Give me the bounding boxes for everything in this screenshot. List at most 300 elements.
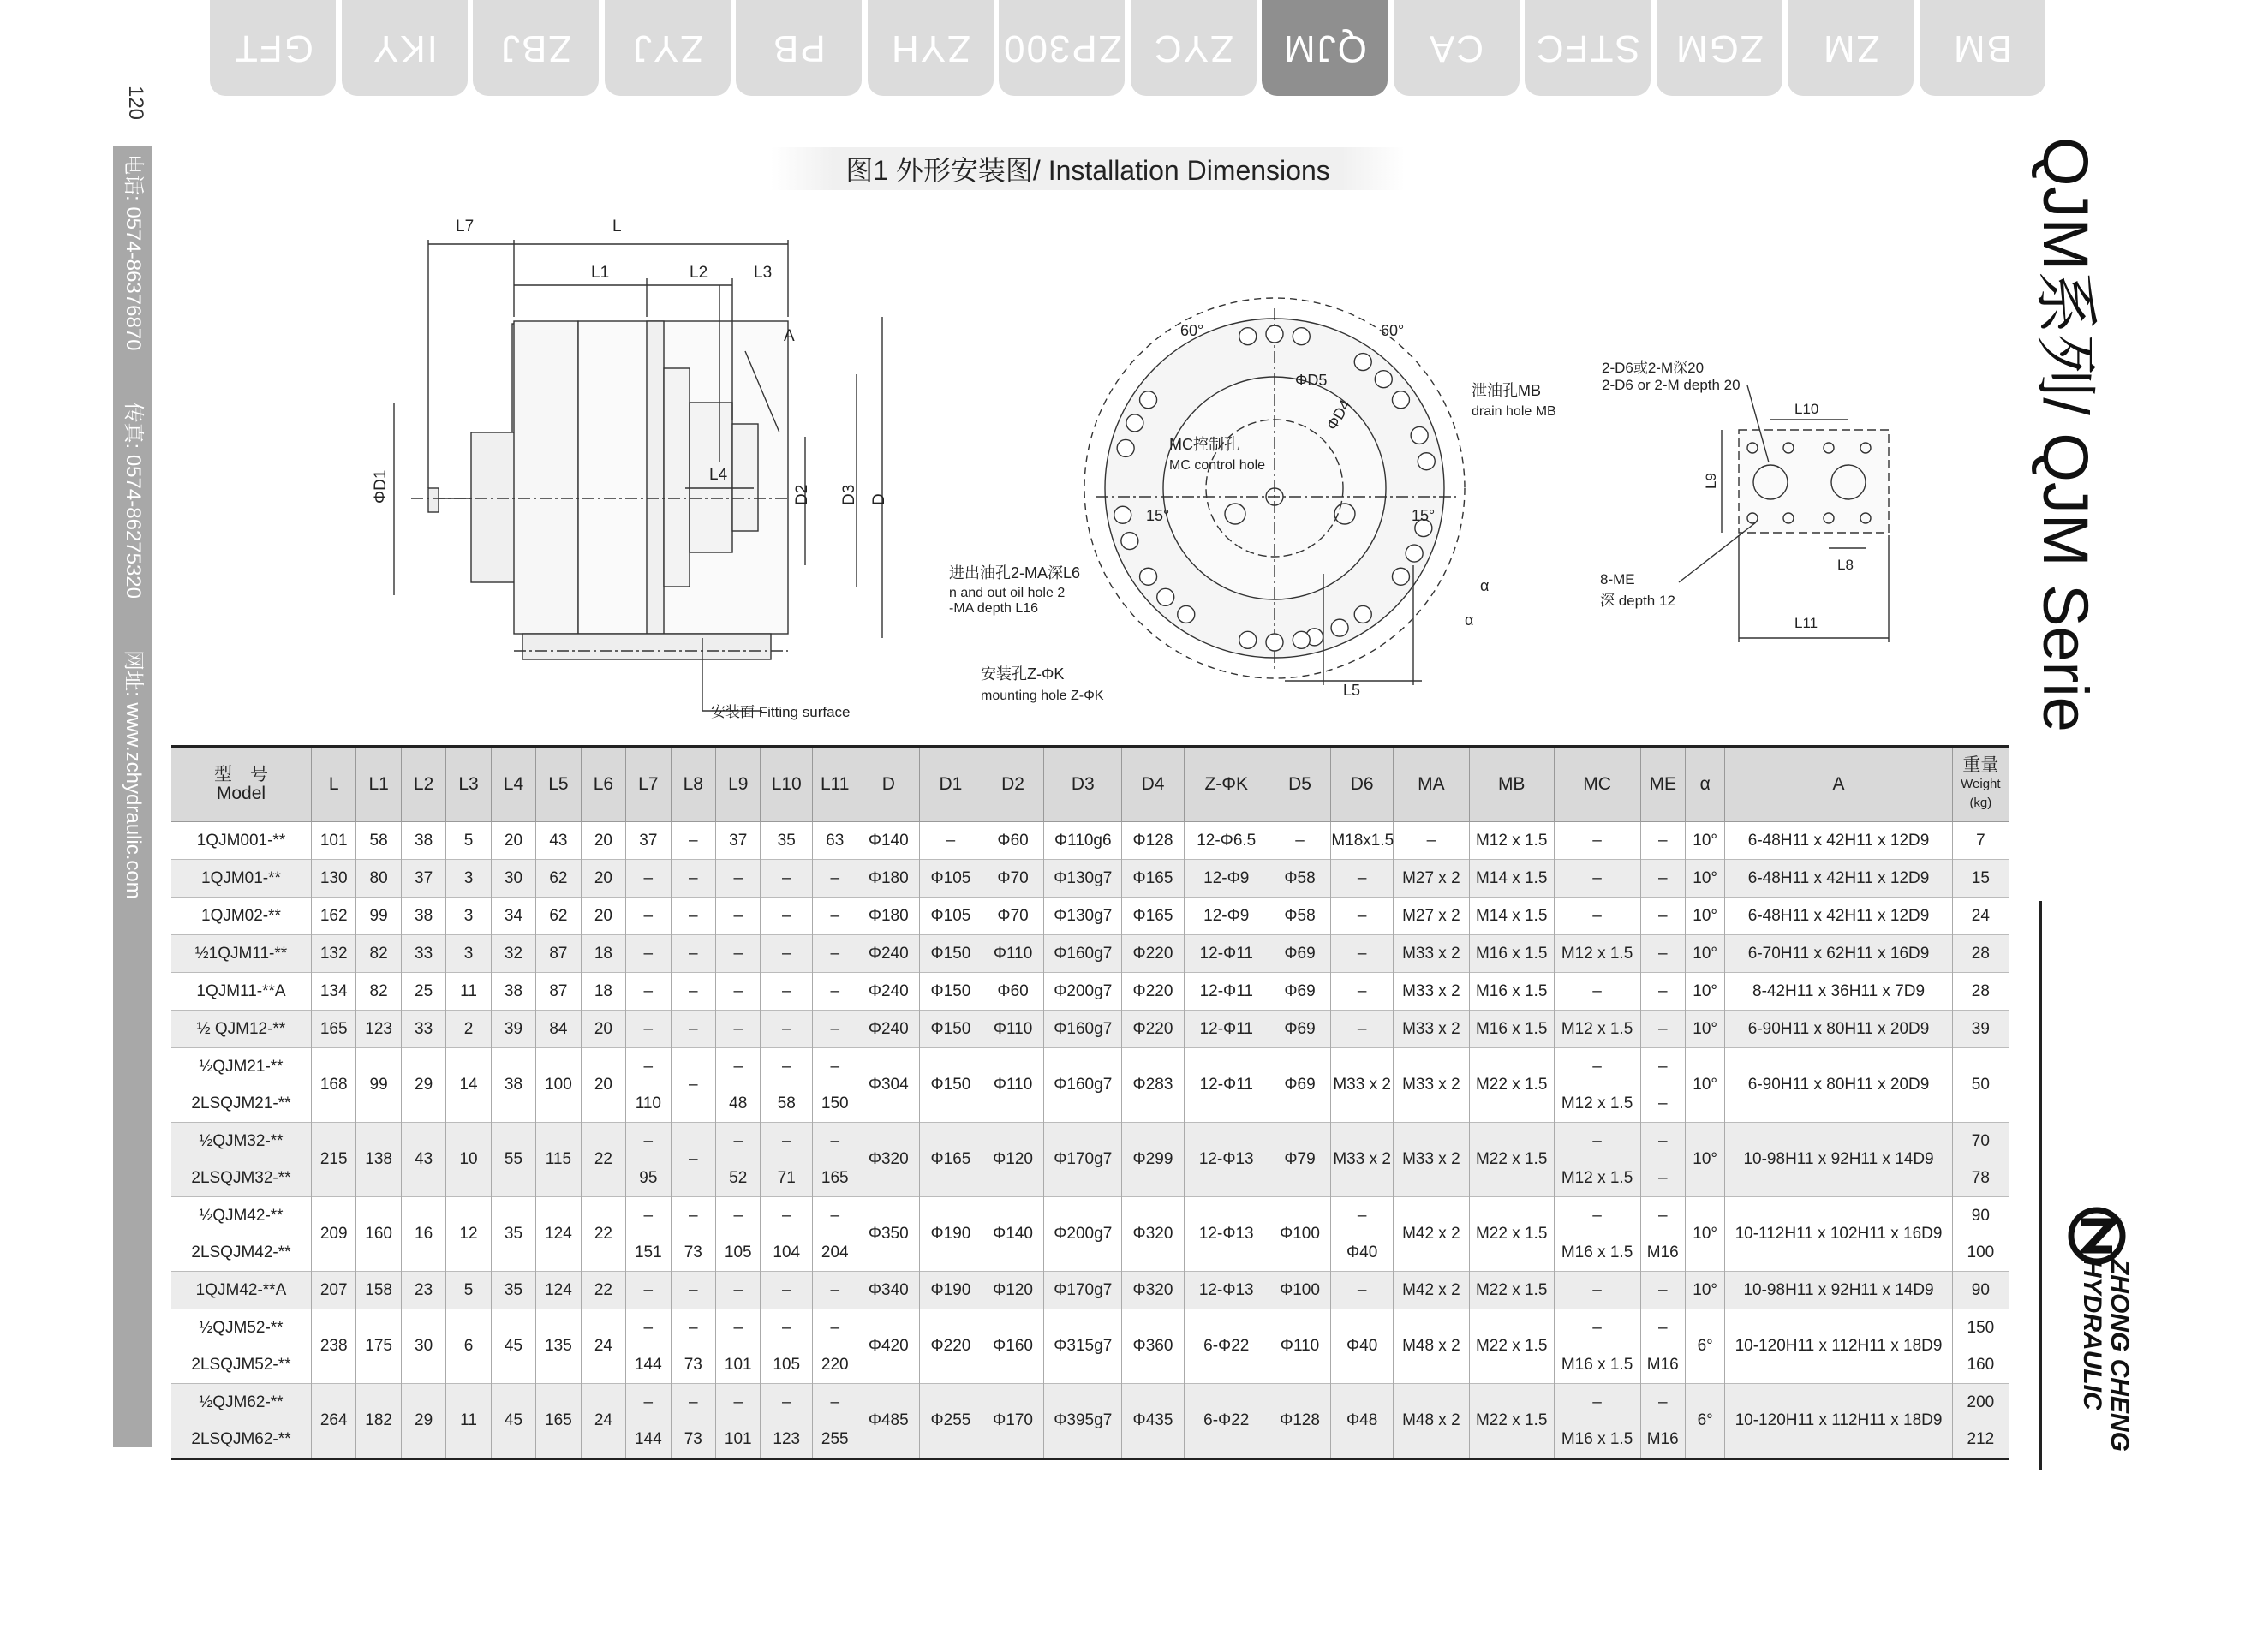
table-cell: Φ220 [920, 1309, 982, 1384]
me-depth-label: 深 depth 12 [1600, 593, 1675, 609]
table-cell: – M16 x 1.5 [1554, 1309, 1640, 1384]
table-cell: – [1554, 1272, 1640, 1309]
table-cell: M22 x 1.5 [1469, 1048, 1554, 1123]
bolt-hole [1418, 453, 1435, 470]
table-cell: 3 [446, 898, 491, 935]
table-cell: 84 [536, 1011, 581, 1048]
table-cell: 6-Φ22 [1184, 1384, 1269, 1459]
table-cell: Φ200g7 [1044, 1197, 1122, 1272]
tab-label: ZGM [1675, 27, 1764, 69]
table-cell: 130 [311, 860, 355, 898]
table-cell: 24 [581, 1384, 625, 1459]
bolt-hole [1392, 391, 1409, 409]
table-cell: 14 [446, 1048, 491, 1123]
table-cell: – [1331, 860, 1394, 898]
angle-15-left: 15° [1146, 507, 1170, 524]
bolt-hole [1121, 533, 1138, 550]
dim-D3: D3 [840, 484, 858, 505]
table-cell: 10° [1685, 822, 1724, 860]
table-cell: Φ170g7 [1044, 1272, 1122, 1309]
table-cell: Φ165 [1122, 898, 1185, 935]
table-cell: – 255 [813, 1384, 857, 1459]
table-cell: 62 [536, 898, 581, 935]
table-cell: 90 [1952, 1272, 2009, 1309]
table-cell: – 220 [813, 1309, 857, 1384]
table-cell: Φ220 [1122, 935, 1185, 973]
table-row [171, 1123, 2009, 1197]
table-cell: Φ420 [857, 1309, 920, 1384]
tab-zm[interactable] [1788, 0, 1914, 96]
table-cell: M12 x 1.5 [1554, 935, 1640, 973]
dim-D: D [870, 493, 888, 505]
table-cell: – M16 [1640, 1197, 1685, 1272]
model-cell: ½QJM21-** 2LSQJM21-** [171, 1048, 311, 1123]
drain-hole-label-en: drain hole MB [1472, 404, 1556, 419]
table-cell: 25 [401, 973, 445, 1011]
table-row [171, 822, 2009, 860]
column-header: L4 [491, 747, 535, 822]
table-cell: Φ240 [857, 973, 920, 1011]
table-cell: 162 [311, 898, 355, 935]
table-cell: Φ60 [982, 973, 1044, 1011]
table-cell: 38 [491, 1048, 535, 1123]
table-cell: 10° [1685, 1011, 1724, 1048]
tab-label: CA [1428, 27, 1484, 69]
table-cell: Φ350 [857, 1197, 920, 1272]
table-cell: – [761, 898, 813, 935]
tab-zyh[interactable] [868, 0, 994, 96]
bolt-hole [1354, 605, 1371, 623]
table-cell: – [1331, 1272, 1394, 1309]
table-cell: – 105 [761, 1309, 813, 1384]
table-row [171, 1309, 2009, 1384]
table-cell: – [626, 1272, 671, 1309]
table-cell: – [920, 822, 982, 860]
table-cell: – [671, 860, 715, 898]
tab-zp300[interactable] [999, 0, 1125, 96]
table-cell: 33 [401, 935, 445, 973]
table-cell: 15 [1952, 860, 2009, 898]
table-cell: – 71 [761, 1123, 813, 1197]
dim-L3: L3 [754, 264, 773, 282]
table-cell: 80 [356, 860, 401, 898]
table-cell: – M16 x 1.5 [1554, 1197, 1640, 1272]
oil-port-label-cn: 进出油孔2-MA深L6 [949, 564, 1081, 581]
table-cell: M42 x 2 [1393, 1272, 1469, 1309]
table-cell: M12 x 1.5 [1554, 1011, 1640, 1048]
table-cell: 135 [536, 1309, 581, 1384]
column-header: A [1725, 747, 1952, 822]
tab-zyj[interactable] [605, 0, 731, 96]
contact-fax: 传真: 0574-86275320 [122, 402, 145, 599]
tab-bm[interactable] [1920, 0, 2045, 96]
column-header: L [311, 747, 355, 822]
fitting-surface-label: 安装面 Fitting surface [711, 704, 851, 720]
table-cell: – [626, 1011, 671, 1048]
column-header: L2 [401, 747, 445, 822]
contact-info [120, 154, 152, 1439]
bolt-hole [1375, 371, 1392, 388]
table-cell: – [1331, 1011, 1394, 1048]
dim-D4: ΦD4 [1323, 397, 1354, 433]
table-cell: 35 [491, 1197, 535, 1272]
table-cell: 12-Φ9 [1184, 860, 1269, 898]
table-cell: 87 [536, 935, 581, 973]
table-cell: – [716, 1011, 761, 1048]
table-cell: Φ240 [857, 1011, 920, 1048]
table-cell: – [813, 860, 857, 898]
table-cell: 99 [356, 1048, 401, 1123]
tab-zbj[interactable] [473, 0, 599, 96]
tab-stfc[interactable] [1525, 0, 1651, 96]
dim-L10: L10 [1794, 401, 1819, 417]
table-cell: Φ58 [1269, 860, 1331, 898]
table-cell: Φ315g7 [1044, 1309, 1122, 1384]
table-cell: – 101 [716, 1384, 761, 1459]
table-cell: 160 [356, 1197, 401, 1272]
tab-label: QJM [1282, 27, 1367, 69]
table-cell: – [671, 935, 715, 973]
table-cell: 18 [581, 935, 625, 973]
table-cell: 124 [536, 1272, 581, 1309]
table-cell: – [716, 860, 761, 898]
column-header: L6 [581, 747, 625, 822]
table-cell: Φ140 [857, 822, 920, 860]
table-cell: 28 [1952, 973, 2009, 1011]
column-header: Z-ΦK [1184, 747, 1269, 822]
table-cell: 2 [446, 1011, 491, 1048]
table-cell: – [716, 898, 761, 935]
table-row [171, 935, 2009, 973]
angle-alpha-2: α [1465, 611, 1474, 629]
column-header: ME [1640, 747, 1685, 822]
table-cell: – M16 [1640, 1309, 1685, 1384]
table-cell: – [1331, 973, 1394, 1011]
table-cell: M48 x 2 [1393, 1309, 1469, 1384]
table-cell: – [626, 973, 671, 1011]
table-cell: – M12 x 1.5 [1554, 1123, 1640, 1197]
d6-label-en: 2-D6 or 2-M depth 20 [1602, 377, 1741, 393]
table-cell: M16 x 1.5 [1469, 935, 1554, 973]
dim-L: L [612, 218, 622, 236]
d6-label-cn: 2-D6或2-M深20 [1602, 360, 1705, 376]
table-cell: Φ105 [920, 860, 982, 898]
table-cell: – M16 [1640, 1384, 1685, 1459]
table-cell: M33 x 2 [1393, 1123, 1469, 1197]
table-cell: Φ128 [1269, 1384, 1331, 1459]
table-cell: 12-Φ11 [1184, 1048, 1269, 1123]
table-cell: 100 [536, 1048, 581, 1123]
table-cell: – [761, 1272, 813, 1309]
contact-web[interactable]: 网址: www.zchydraulic.com [122, 650, 145, 899]
tab-zyc[interactable] [1131, 0, 1257, 96]
table-cell: 10° [1685, 1197, 1724, 1272]
column-header: D1 [920, 747, 982, 822]
table-cell: Φ48 [1331, 1384, 1394, 1459]
table-cell: – [1269, 822, 1331, 860]
table-cell: 63 [813, 822, 857, 860]
tab-iky[interactable] [342, 0, 468, 96]
table-cell: Φ69 [1269, 973, 1331, 1011]
divider [2039, 901, 2042, 1470]
table-cell: – 52 [716, 1123, 761, 1197]
table-cell: – 123 [761, 1384, 813, 1459]
model-cell: ½1QJM11-** [171, 935, 311, 973]
table-cell: 20 [581, 822, 625, 860]
table-cell: 10-98H11 x 92H11 x 14D9 [1725, 1272, 1952, 1309]
bolt-hole [1293, 631, 1310, 648]
table-cell: M27 x 2 [1393, 898, 1469, 935]
table-cell: Φ160g7 [1044, 1048, 1122, 1123]
table-cell: – [716, 973, 761, 1011]
table-cell: Φ170 [982, 1384, 1044, 1459]
table-cell: – M16 x 1.5 [1554, 1384, 1640, 1459]
column-header: α [1685, 747, 1724, 822]
table-cell: 6-70H11 x 62H11 x 16D9 [1725, 935, 1952, 973]
table-cell: – [1640, 898, 1685, 935]
model-cell: 1QJM42-**A [171, 1272, 311, 1309]
table-cell: 10° [1685, 973, 1724, 1011]
table-cell: M27 x 2 [1393, 860, 1469, 898]
table-cell: 209 [311, 1197, 355, 1272]
table-cell: Φ320 [857, 1123, 920, 1197]
table-cell: 11 [446, 1384, 491, 1459]
table-cell: 10° [1685, 898, 1724, 935]
table-cell: Φ360 [1122, 1309, 1185, 1384]
tab-label: PB [772, 27, 826, 69]
table-cell: Φ79 [1269, 1123, 1331, 1197]
table-cell: – [813, 973, 857, 1011]
table-cell: 34 [491, 898, 535, 935]
table-cell: 18 [581, 973, 625, 1011]
tab-zgm[interactable] [1657, 0, 1782, 96]
mc-hole-label-cn: MC控制孔 [1169, 436, 1239, 453]
table-cell: 39 [491, 1011, 535, 1048]
column-header: L1 [356, 747, 401, 822]
column-header: 型 号 Model [171, 747, 311, 822]
tab-gft[interactable] [210, 0, 336, 96]
table-cell: – 144 [626, 1309, 671, 1384]
table-cell: – [671, 1048, 715, 1123]
table-cell: Φ130g7 [1044, 860, 1122, 898]
table-cell: Φ100 [1269, 1197, 1331, 1272]
table-cell: – [671, 1272, 715, 1309]
table-cell: 6 [446, 1309, 491, 1384]
table-row [171, 973, 2009, 1011]
table-cell: 12-Φ13 [1184, 1272, 1269, 1309]
table-cell: Φ220 [1122, 973, 1185, 1011]
table-cell: 6-90H11 x 80H11 x 20D9 [1725, 1011, 1952, 1048]
table-cell: 101 [311, 822, 355, 860]
tab-qjm[interactable] [1262, 0, 1388, 96]
table-cell: Φ130g7 [1044, 898, 1122, 935]
table-cell: 134 [311, 973, 355, 1011]
table-cell: Φ100 [1269, 1272, 1331, 1309]
table-cell: Φ299 [1122, 1123, 1185, 1197]
front-view [1084, 298, 1465, 685]
table-cell: 10-120H11 x 112H11 x 18D9 [1725, 1309, 1952, 1384]
table-cell: 10-98H11 x 92H11 x 14D9 [1725, 1123, 1952, 1197]
brand-name: ZHONG CHENG HYDRAULIC [2078, 1259, 2134, 1452]
bolt-hole [1392, 568, 1409, 585]
table-cell: Φ180 [857, 898, 920, 935]
table-cell: M14 x 1.5 [1469, 898, 1554, 935]
table-cell: Φ120 [982, 1272, 1044, 1309]
table-cell: 8-42H11 x 36H11 x 7D9 [1725, 973, 1952, 1011]
table-row [171, 1011, 2009, 1048]
table-cell: 62 [536, 860, 581, 898]
bolt-hole [1266, 634, 1283, 651]
mount-hole-label-cn: 安装孔Z-ΦK [981, 665, 1065, 683]
model-cell: ½QJM62-** 2LSQJM62-** [171, 1384, 311, 1459]
table-cell: 20 [581, 860, 625, 898]
table-cell: Φ435 [1122, 1384, 1185, 1459]
table-cell: 22 [581, 1197, 625, 1272]
table-cell: – [1640, 1272, 1685, 1309]
table-cell: 55 [491, 1123, 535, 1197]
table-cell: 12-Φ13 [1184, 1197, 1269, 1272]
table-cell: Φ150 [920, 935, 982, 973]
oil-port-label-en1: n and out oil hole 2 [949, 586, 1066, 600]
table-cell: M33 x 2 [1393, 935, 1469, 973]
table-cell: 30 [491, 860, 535, 898]
bolt-hole [1126, 414, 1143, 432]
tab-label: ZYJ [630, 27, 704, 69]
table-cell: Φ110g6 [1044, 822, 1122, 860]
drain-hole-label-cn: 泄油孔MB [1472, 382, 1541, 399]
table-cell: 115 [536, 1123, 581, 1197]
table-cell: – [671, 1123, 715, 1197]
table-row [171, 1384, 2009, 1459]
tab-pb[interactable] [736, 0, 862, 96]
tab-label: ZYC [1153, 27, 1233, 69]
table-cell: Φ120 [982, 1123, 1044, 1197]
table-cell: – [1331, 935, 1394, 973]
table-cell: Φ150 [920, 1048, 982, 1123]
table-cell: 20 [491, 822, 535, 860]
table-cell: – [671, 973, 715, 1011]
column-header: D4 [1122, 747, 1185, 822]
table-cell: 43 [536, 822, 581, 860]
bolt-hole [1293, 328, 1310, 345]
table-cell: – [1331, 898, 1394, 935]
bolt-hole [1140, 391, 1157, 409]
series-title: QJM系列/ QJM Serie [2030, 137, 2101, 732]
table-cell: 37 [401, 860, 445, 898]
table-cell: 45 [491, 1309, 535, 1384]
table-cell: 43 [401, 1123, 445, 1197]
table-cell: 10° [1685, 1123, 1724, 1197]
table-cell: Φ160 [982, 1309, 1044, 1384]
table-cell: Φ70 [982, 860, 1044, 898]
table-cell: Φ283 [1122, 1048, 1185, 1123]
table-cell: M33 x 2 [1331, 1123, 1394, 1197]
table-cell: – [813, 1272, 857, 1309]
table-cell: – 73 [671, 1309, 715, 1384]
table-cell: Φ200g7 [1044, 973, 1122, 1011]
table-cell: 6-48H11 x 42H11 x 12D9 [1725, 822, 1952, 860]
table-cell: 10-120H11 x 112H11 x 18D9 [1725, 1384, 1952, 1459]
table-cell: – 165 [813, 1123, 857, 1197]
table-cell: – 110 [626, 1048, 671, 1123]
table-cell: – [1640, 973, 1685, 1011]
dim-L1: L1 [591, 264, 610, 282]
table-cell: – 58 [761, 1048, 813, 1123]
table-cell: Φ150 [920, 1011, 982, 1048]
table-cell: Φ170g7 [1044, 1123, 1122, 1197]
table-cell: M22 x 1.5 [1469, 1197, 1554, 1272]
table-cell: 6-Φ22 [1184, 1309, 1269, 1384]
table-cell: – [1554, 822, 1640, 860]
table-cell: 16 [401, 1197, 445, 1272]
table-cell: Φ105 [920, 898, 982, 935]
column-header: D2 [982, 747, 1044, 822]
dim-L5: L5 [1343, 682, 1361, 699]
table-cell: M22 x 1.5 [1469, 1123, 1554, 1197]
column-header: L3 [446, 747, 491, 822]
table-cell: 87 [536, 973, 581, 1011]
table-cell: Φ340 [857, 1272, 920, 1309]
dim-L7: L7 [456, 218, 475, 236]
table-cell: – – [1640, 1123, 1685, 1197]
table-cell: 38 [491, 973, 535, 1011]
bolt-hole [1331, 619, 1348, 636]
port-block-view [1679, 385, 1889, 642]
model-cell: ½QJM52-** 2LSQJM52-** [171, 1309, 311, 1384]
table-cell: 11 [446, 973, 491, 1011]
me-label: 8-ME [1600, 571, 1635, 587]
contact-phone: 电话: 0574-86376870 [122, 154, 145, 351]
dim-L2: L2 [690, 264, 708, 282]
table-cell: 28 [1952, 935, 2009, 973]
table-cell: 38 [401, 822, 445, 860]
table-cell: Φ320 [1122, 1272, 1185, 1309]
series-tab-bar [210, 0, 2051, 96]
spec-table [171, 745, 2009, 1460]
table-cell: 138 [356, 1123, 401, 1197]
table-cell: 10° [1685, 1272, 1724, 1309]
table-cell: 37 [716, 822, 761, 860]
table-cell: 12-Φ13 [1184, 1123, 1269, 1197]
table-cell: Φ485 [857, 1384, 920, 1459]
table-cell: Φ110 [982, 1011, 1044, 1048]
bolt-hole [1266, 325, 1283, 343]
table-cell: 123 [356, 1011, 401, 1048]
tab-label: STFC [1535, 27, 1640, 69]
mc-hole-label-en: MC control hole [1169, 458, 1266, 473]
table-cell: 38 [401, 898, 445, 935]
tab-ca[interactable] [1394, 0, 1520, 96]
table-cell: – 73 [671, 1384, 715, 1459]
column-header: D5 [1269, 747, 1331, 822]
oil-port-label-en2: -MA depth L16 [949, 601, 1039, 616]
table-cell: Φ160g7 [1044, 935, 1122, 973]
dim-L8: L8 [1837, 557, 1854, 573]
bolt-hole [1114, 506, 1131, 523]
angle-60-right: 60° [1381, 322, 1405, 339]
side-view [394, 240, 882, 711]
bolt-hole [1140, 568, 1157, 585]
table-cell: 5 [446, 1272, 491, 1309]
table-cell: Φ150 [920, 973, 982, 1011]
table-cell: Φ110 [982, 935, 1044, 973]
table-cell: 7 [1952, 822, 2009, 860]
bolt-hole [1239, 328, 1257, 345]
table-cell: – 151 [626, 1197, 671, 1272]
model-cell: 1QJM001-** [171, 822, 311, 860]
table-cell: 6-90H11 x 80H11 x 20D9 [1725, 1048, 1952, 1123]
table-cell: 10-112H11 x 102H11 x 16D9 [1725, 1197, 1952, 1272]
